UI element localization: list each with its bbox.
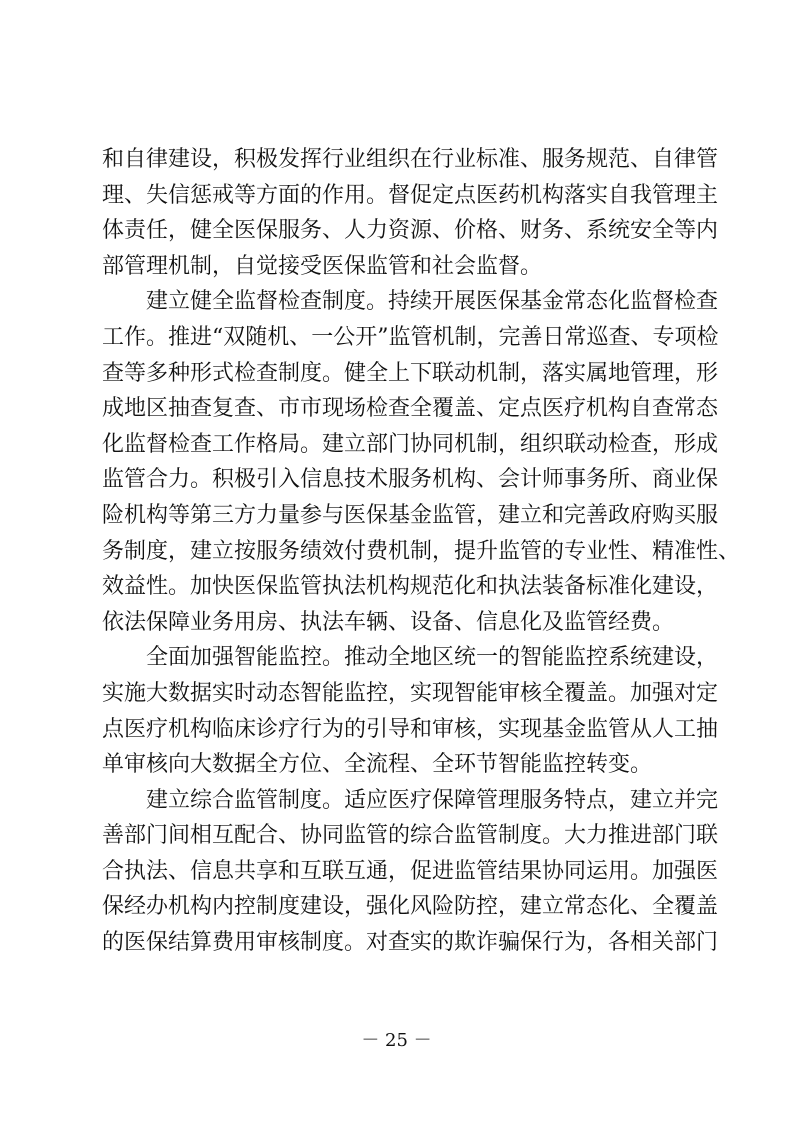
text-line: 建立综合监管制度。适应医疗保障管理服务特点，建立并完 xyxy=(146,787,719,813)
text-line: 体责任，健全医保服务、人力资源、价格、财务、系统安全等内 xyxy=(102,218,719,244)
text-line: 全面加强智能监控。推动全地区统一的智能监控系统建设， xyxy=(146,645,719,671)
text-line: 单审核向大数据全方位、全流程、全环节智能监控转变。 xyxy=(102,752,653,778)
text-line: 善部门间相互配合、协同监管的综合监管制度。大力推进部门联 xyxy=(102,823,719,849)
paragraph-3 xyxy=(102,640,719,782)
text-line: 实施大数据实时动态智能监控，实现智能审核全覆盖。加强对定 xyxy=(102,680,719,706)
text-line: 建立健全监督检查制度。持续开展医保基金常态化监督检查 xyxy=(146,289,719,315)
paragraph-4 xyxy=(102,783,719,961)
text-line: 化监督检查工作格局。建立部门协同机制，组织联动检查，形成 xyxy=(102,431,719,457)
text-line: 工作。推进“双随机、一公开”监管机制，完善日常巡查、专项检 xyxy=(102,324,719,350)
text-line: 险机构等第三方力量参与医保基金监管，建立和完善政府购买服 xyxy=(102,502,719,528)
text-line: 的医保结算费用审核制度。对查实的欺诈骗保行为，各相关部门 xyxy=(102,930,719,956)
text-line: 点医疗机构临床诊疗行为的引导和审核，实现基金监管从人工抽 xyxy=(102,716,719,742)
text-line: 监管合力。积极引入信息技术服务机构、会计师事务所、商业保 xyxy=(102,467,719,493)
body-text xyxy=(102,142,741,961)
text-line: 合执法、信息共享和互联互通，促进监管结果协同运用。加强医 xyxy=(102,858,719,884)
text-line: 成地区抽查复查、市市现场检查全覆盖、定点医疗机构自查常态 xyxy=(102,396,719,422)
text-line: 保经办机构内控制度建设，强化风险防控，建立常态化、全覆盖 xyxy=(102,894,719,920)
text-line: 和自律建设，积极发挥行业组织在行业标准、服务规范、自律管 xyxy=(102,147,719,172)
text-line: 查等多种形式检查制度。健全上下联动机制，落实属地管理，形 xyxy=(102,360,719,386)
text-line: 务制度，建立按服务绩效付费机制，提升监管的专业性、精准性、 xyxy=(102,538,741,564)
text-line: 效益性。加快医保监管执法机构规范化和执法装备标准化建设， xyxy=(102,574,719,600)
page-number: － 25 － xyxy=(361,1030,432,1051)
paragraph-2 xyxy=(102,284,741,640)
text-line: 依法保障业务用房、执法车辆、设备、信息化及监管经费。 xyxy=(102,609,675,635)
text-line: 部管理机制，自觉接受医保监管和社会监督。 xyxy=(102,253,543,279)
paragraph-1 xyxy=(102,142,719,284)
text-line: 理、失信惩戒等方面的作用。督促定点医药机构落实自我管理主 xyxy=(102,182,719,208)
